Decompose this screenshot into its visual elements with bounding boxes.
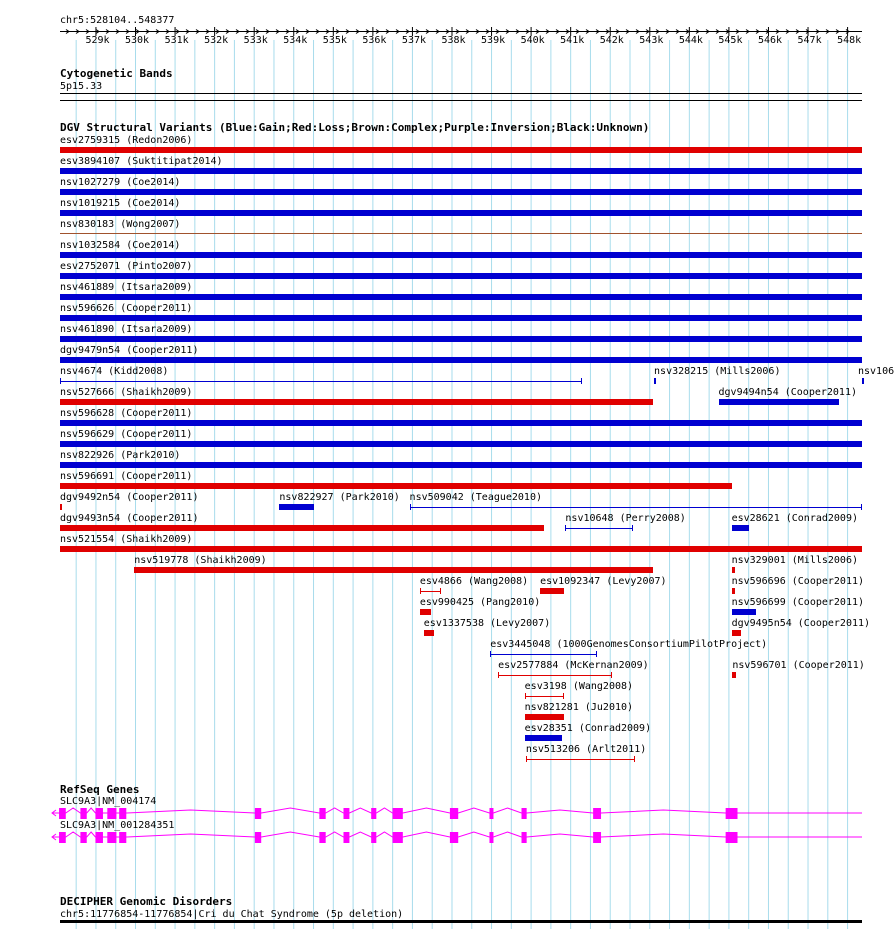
dgv-feature-label[interactable]: nsv329001 (Mills2006) [731,555,858,566]
dgv-span-line [526,759,636,760]
dgv-feature-label[interactable]: nsv1032584 (Coe2014) [60,240,181,251]
dgv-feature-label[interactable]: esv4866 (Wang2008) [419,576,529,587]
dgv-feature-bar[interactable] [732,630,742,636]
dgv-feature-label[interactable]: nsv596629 (Cooper2011) [60,429,193,440]
refseq-track-title[interactable]: RefSeq Genes [60,783,140,796]
dgv-feature-bar[interactable] [60,525,544,531]
ruler-tick-label: 535k [322,35,347,46]
refseq-exon[interactable] [119,832,126,843]
dgv-feature-label[interactable]: nsv521554 (Shaikh2009) [60,534,193,545]
dgv-feature-bar[interactable] [60,420,862,426]
dgv-feature-bar[interactable] [279,504,314,510]
dgv-feature-bar[interactable] [732,588,735,594]
refseq-exon[interactable] [450,832,458,843]
dgv-feature-bar[interactable] [60,252,862,258]
dgv-feature-bar[interactable] [498,672,612,678]
dgv-feature-label[interactable]: dgv9494n54 (Cooper2011) [718,387,857,398]
dgv-feature-label[interactable]: esv28621 (Conrad2009) [731,513,858,524]
dgv-feature-bar[interactable] [60,336,862,342]
ruler-tick-label: 531k [164,35,189,46]
ruler-tick-label: 540k [520,35,545,46]
dgv-feature-bar[interactable] [732,525,750,531]
dgv-feature-label[interactable]: nsv10648 (Perry2008) [565,513,686,524]
dgv-feature-label[interactable]: nsv596626 (Cooper2011) [60,303,193,314]
dgv-span-line [525,696,565,697]
dgv-feature-bar[interactable] [732,609,757,615]
dgv-feature-label[interactable]: nsv106 [858,366,894,377]
dgv-span-cap [490,651,491,657]
dgv-feature-bar[interactable] [862,378,864,384]
ruler-tick-label: 533k [243,35,268,46]
ruler-tick-label: 534k [283,35,308,46]
dgv-span-line [565,528,633,529]
dgv-span-cap [420,588,421,594]
dgv-feature-label[interactable]: esv3894107 (Suktitipat2014) [60,156,223,167]
refseq-exon[interactable] [450,808,458,819]
dgv-track-title[interactable]: DGV Structural Variants (Blue:Gain;Red:Loss;Brown:Complex;Purple:Inversion;Black:Unknown) [60,121,650,134]
ruler-tick-label: 532k [204,35,229,46]
dgv-feature-label[interactable]: nsv509042 (Teague2010) [409,492,542,503]
dgv-feature-bar[interactable] [60,210,862,216]
refseq-exon[interactable] [393,808,403,819]
refseq-exon[interactable] [489,832,493,843]
dgv-feature-bar[interactable] [410,504,862,510]
dgv-feature-bar[interactable] [60,357,862,363]
cytoband-track-title[interactable]: Cytogenetic Bands [60,67,173,80]
ruler-tick-label: 544k [678,35,703,46]
dgv-span-cap [863,378,864,384]
decipher-feature-label[interactable]: chr5:11776854-11776854|Cri du Chat Syndrome (5p deletion) [60,909,404,920]
refseq-exon[interactable] [107,808,116,819]
refseq-exon[interactable] [343,832,349,843]
dgv-feature-label[interactable]: esv1092347 (Levy2007) [540,576,667,587]
dgv-feature-label[interactable]: esv2759315 (Redon2006) [60,135,193,146]
dgv-feature-label[interactable]: nsv1019215 (Coe2014) [60,198,181,209]
dgv-span-cap [634,756,635,762]
dgv-feature-bar[interactable] [565,525,633,531]
dgv-feature-label[interactable]: nsv596701 (Cooper2011) [732,660,865,671]
refseq-exon[interactable] [726,808,738,819]
dgv-feature-bar[interactable] [60,315,862,321]
dgv-span-cap [410,504,411,510]
dgv-feature-bar[interactable] [60,546,862,552]
dgv-feature-label[interactable]: nsv461890 (Itsara2009) [60,324,193,335]
dgv-span-cap [526,756,527,762]
refseq-exon[interactable] [593,808,601,819]
dgv-feature-label[interactable]: esv3445048 (1000GenomesConsortiumPilotProject) [490,639,768,650]
dgv-feature-bar[interactable] [540,588,564,594]
refseq-exon[interactable] [107,832,116,843]
cytoband-label: 5p15.33 [60,81,103,92]
ruler-tick-label: 546k [757,35,783,46]
ruler-tick-label: 541k [560,35,585,46]
dgv-span-line [410,507,862,508]
dgv-feature-label[interactable]: esv3198 (Wang2008) [524,681,634,692]
dgv-feature-label[interactable]: nsv596628 (Cooper2011) [60,408,193,419]
dgv-feature-label[interactable]: esv2577884 (McKernan2009) [498,660,649,671]
dgv-feature-bar[interactable] [732,567,735,573]
dgv-span-cap [440,588,441,594]
dgv-span-cap [655,378,656,384]
dgv-feature-bar[interactable] [420,609,431,615]
dgv-feature-bar[interactable] [420,588,441,594]
ruler-tick-label: 539k [481,35,506,46]
dgv-span-cap [581,378,582,384]
refseq-gene-label[interactable]: SLC9A3|NM_004174 [60,796,157,807]
dgv-span-line [420,591,441,592]
dgv-feature-bar[interactable] [60,189,862,195]
dgv-feature-label[interactable]: dgv9495n54 (Cooper2011) [731,618,871,629]
decipher-feature-bar[interactable] [60,920,862,923]
refseq-exon[interactable] [343,808,349,819]
dgv-span-cap [611,672,612,678]
refseq-exon[interactable] [80,808,86,819]
refseq-exon[interactable] [255,832,261,843]
dgv-span-cap [525,693,526,699]
dgv-span-cap [632,525,633,531]
dgv-feature-label[interactable]: dgv9479n54 (Cooper2011) [60,345,199,356]
ruler-tick-label: 529k [85,35,110,46]
dgv-feature-bar[interactable] [654,378,656,384]
refseq-exon[interactable] [95,832,103,843]
refseq-exon[interactable] [119,808,126,819]
refseq-exon[interactable] [393,832,403,843]
refseq-exon[interactable] [95,808,103,819]
dgv-feature-bar[interactable] [60,399,653,405]
dgv-feature-label[interactable]: nsv821281 (Ju2010) [524,702,634,713]
ruler-tick-label: 545k [718,35,743,46]
dgv-feature-bar[interactable] [134,567,653,573]
dgv-feature-bar[interactable] [60,147,862,153]
dgv-feature-label[interactable]: dgv9493n54 (Cooper2011) [60,513,199,524]
decipher-track-title[interactable]: DECIPHER Genomic Disorders [60,895,233,908]
dgv-feature-label[interactable]: nsv527666 (Shaikh2009) [60,387,193,398]
ruler-tick-label: 538k [441,35,466,46]
dgv-feature-bar[interactable] [525,714,565,720]
dgv-span-line [60,381,582,382]
dgv-feature-label[interactable]: esv1337538 (Levy2007) [423,618,551,629]
ruler-tick-label: 536k [362,35,387,46]
dgv-feature-bar[interactable] [490,651,597,657]
dgv-feature-bar[interactable] [424,630,435,636]
ruler-tick-label: 547k [797,35,822,46]
refseq-exon[interactable] [255,808,261,819]
dgv-feature-label[interactable]: nsv4674 (Kidd2008) [60,366,169,377]
refseq-exon[interactable] [371,808,376,819]
dgv-feature-label[interactable]: nsv822926 (Park2010) [60,450,181,461]
dgv-feature-label[interactable]: nsv328215 (Mills2006) [654,366,781,377]
region-label: chr5:528104..548377 [60,15,175,26]
dgv-span-cap [861,504,862,510]
refseq-exon[interactable] [80,832,86,843]
dgv-feature-bar[interactable] [525,735,563,741]
dgv-feature-label[interactable]: nsv461889 (Itsara2009) [60,282,193,293]
dgv-feature-bar[interactable] [525,693,565,699]
refseq-exon[interactable] [319,808,325,819]
dgv-feature-label[interactable]: esv990425 (Pang2010) [419,597,541,608]
dgv-feature-bar[interactable] [60,462,862,468]
ruler-tick-label: 542k [599,35,624,46]
refseq-exon[interactable] [59,832,66,843]
dgv-feature-label[interactable]: nsv513206 (Arlt2011) [525,744,647,755]
dgv-feature-label[interactable]: esv2752071 (Pinto2007) [60,261,193,272]
dgv-feature-bar[interactable] [60,294,862,300]
dgv-feature-label[interactable]: nsv596696 (Cooper2011) [731,576,865,587]
dgv-span-cap [596,651,597,657]
refseq-exon[interactable] [489,808,493,819]
dgv-feature-label[interactable]: nsv830183 (Wong2007) [60,219,181,230]
dgv-feature-label[interactable]: nsv596691 (Cooper2011) [60,471,193,482]
dgv-feature-bar[interactable] [60,441,862,447]
refseq-exon[interactable] [522,808,527,819]
dgv-feature-label[interactable]: nsv596699 (Cooper2011) [731,597,865,608]
dgv-feature-label[interactable]: esv28351 (Conrad2009) [524,723,652,734]
refseq-gene-label[interactable]: SLC9A3|NM_001284351 [60,820,175,831]
dgv-span-line [490,654,597,655]
ruler-tick-label: 530k [125,35,150,46]
dgv-feature-bar[interactable] [719,399,840,405]
refseq-exon[interactable] [371,832,376,843]
refseq-exon[interactable] [726,832,738,843]
dgv-feature-label[interactable]: nsv822927 (Park2010) [279,492,400,503]
dgv-feature-label[interactable]: nsv519778 (Shaikh2009) [134,555,267,566]
ruler-tick-label: 543k [639,35,664,46]
dgv-feature-label[interactable]: dgv9492n54 (Cooper2011) [60,492,199,503]
refseq-exon[interactable] [593,832,601,843]
dgv-span-cap [60,378,61,384]
ruler-tick-label: 537k [401,35,427,46]
refseq-exon[interactable] [59,808,66,819]
dgv-span-cap [498,672,499,678]
dgv-feature-bar[interactable] [60,483,732,489]
ruler-tick-label: 548k [837,35,862,46]
dgv-feature-label[interactable]: nsv1027279 (Coe2014) [60,177,181,188]
dgv-feature-bar[interactable] [60,168,862,174]
dgv-feature-bar[interactable] [526,756,636,762]
dgv-span-cap [565,525,566,531]
dgv-span-cap [563,693,564,699]
dgv-feature-bar[interactable] [60,233,862,234]
cytoband-bar[interactable] [60,93,862,101]
dgv-feature-bar[interactable] [732,672,736,678]
refseq-exon[interactable] [522,832,527,843]
dgv-span-line [498,675,612,676]
dgv-feature-bar[interactable] [60,378,582,384]
dgv-feature-bar[interactable] [60,504,62,510]
dgv-feature-bar[interactable] [60,273,862,279]
refseq-exon[interactable] [319,832,325,843]
